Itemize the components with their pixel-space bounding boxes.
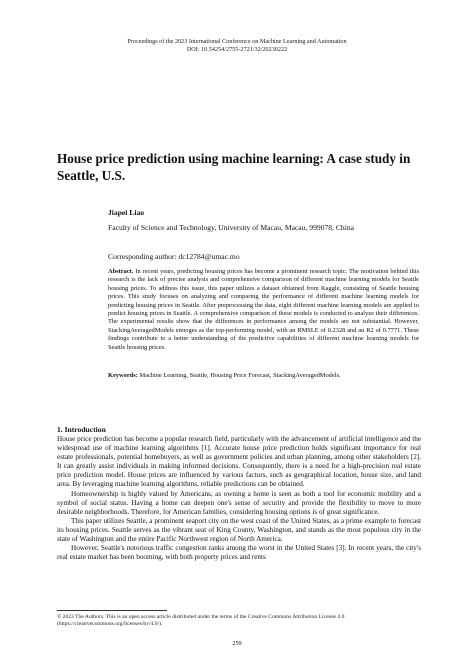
license-footer: © 2023 The Authors. This is an open access article distributed under the terms of the Creative Commons Attribution License 4.0 (https://creativecommons.org/licenses/by/4.0/).: [57, 614, 345, 627]
page-number: 259: [232, 640, 242, 647]
keywords-text: Machine Learning, Seattle, Housing Price Forecast, StackingAveragedModels.: [139, 372, 341, 379]
author-name: Jiapei Liao: [108, 208, 145, 217]
abstract-label: Abstract.: [108, 268, 134, 275]
paragraph: House price prediction has become a popular research field, particularly with the advancement of artificial intelligence and the widespread use of machine learning algorithms [1]. Accurate house price prediction holds significant importance for real estate professionals, potential homebuyers, as well as government policies and urban planning, among other stakeholders [2]. It can greatly assist individuals in making informed decisions. Consequently, there is a need for a high-precision real estate price prediction model. House prices are influenced by various factors, such as geographical location, house size, and land area. By leveraging machine learning algorithms, reliable predictions can be obtained.: [57, 435, 422, 489]
paragraph: Homeownership is highly valued by Americans, as owning a home is seen as both a tool for economic mobility and a symbol of social status. Having a home can deepen one's sense of security and provide the flexibility to move to more desirable neighborhoods. Therefore, for American families, considering housing options is of great significance.: [57, 489, 421, 516]
paper-title: House price prediction using machine learning: A case study in Seattle, U.S.: [57, 151, 411, 183]
author-affiliation: Faculty of Science and Technology, University of Macau, Macau, 999078, China: [108, 223, 354, 232]
abstract-text: In recent years, predicting housing prices has become a prominent research topic. The motivation behind this research is the lack of precise analysis and comprehensive comparison of different machine learning models for Seattle housing prices. To address this issue, this paper utilizes a dataset obtained from Kaggle, consisting of Seattle housing prices. This study focuses on analyzing and comparing the performance of different machine learning models for predicting housing prices in Seattle. After preprocessing the data, eight different machine learning models are applied to predict housing prices in Seattle. A comprehensive comparison of these models is conducted to analyze their differences. The experimental results show that the differences in performance among the models are not substantial. However, StackingAveragedModels emerges as the top-performing model, with an RMSLE of 0.2328 and an R2 of 0.7771. These findings contribute to a better understanding of the predictive capabilities of different machine learning models for Seattle housing prices.: [108, 268, 419, 351]
doi-line: DOI: 10.54254/2755-2721/32/20230222: [186, 46, 288, 53]
abstract: [108, 268, 419, 352]
footer-divider: [57, 610, 167, 611]
proceedings-header: [0, 38, 474, 54]
keywords: [108, 372, 428, 380]
keywords-label: Keywords:: [108, 372, 138, 379]
paragraph: However, Seattle's notorious traffic congestion ranks among the worst in the United States [3]. In recent years, the city's real estate market has been booming, with both property prices and rents: [57, 544, 421, 562]
section-heading: 1. Introduction: [57, 425, 106, 434]
introduction-body: [57, 435, 421, 562]
proceedings-title: Proceedings of the 2023 International Conference on Machine Learning and Automation: [127, 38, 347, 45]
paragraph: This paper utilizes Seattle, a prominent seaport city on the west coast of the United States, as a prime example to forecast its housing prices. Seattle serves as the vibrant seat of King County, Washington, and stands as the most populous city in the state of Washington and the entire Pacific Northwest region of North America.: [57, 516, 421, 544]
corresponding-author: Corresponding author: dc12784@umac.mo: [108, 252, 240, 261]
